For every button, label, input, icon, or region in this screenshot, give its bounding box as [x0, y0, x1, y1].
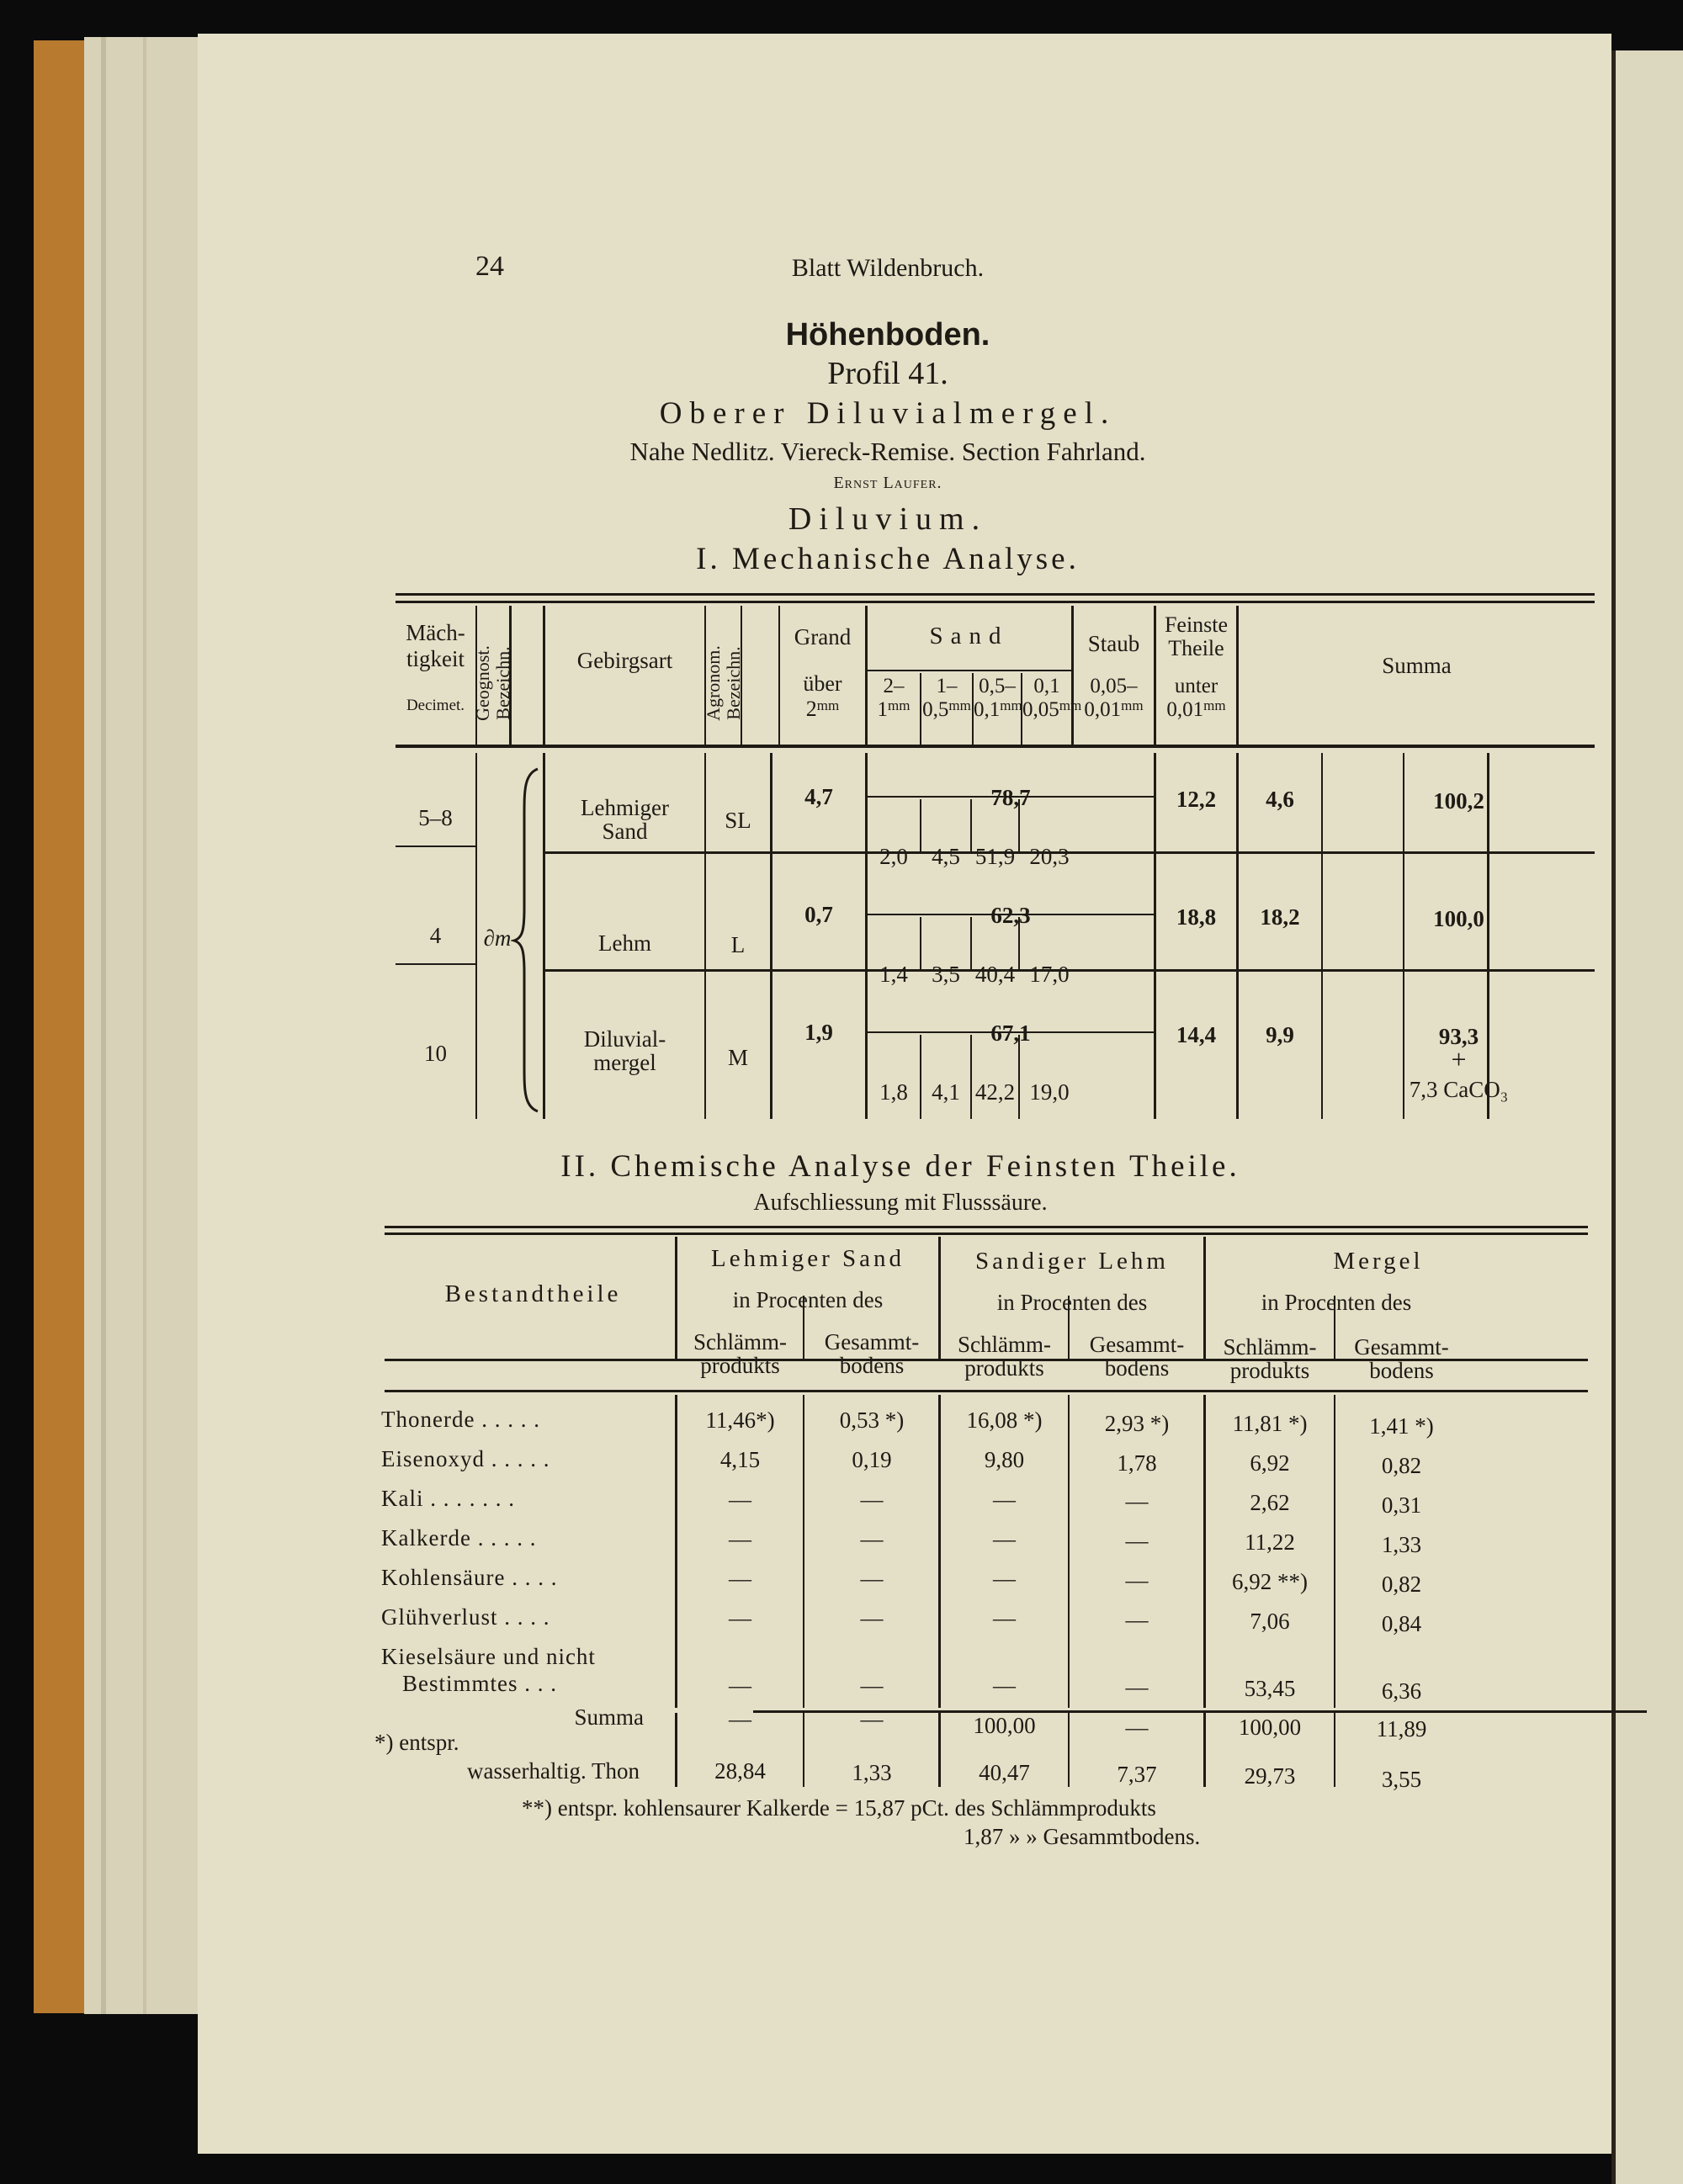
val: 6,92 **) [1232, 1569, 1308, 1594]
val: 0,53 *) [839, 1407, 905, 1433]
r1-sand-3: 51,9 [974, 844, 1016, 869]
val: 1,33 [1381, 1532, 1422, 1557]
val: — [729, 1566, 751, 1591]
thon-label-2: wasserhaltig. Thon [467, 1758, 640, 1784]
h-sand-1a: 2– [883, 675, 905, 697]
r3-summa: 93,3 [1438, 1024, 1479, 1049]
r1-summa: 100,2 [1433, 788, 1484, 814]
summa-val: — [729, 1706, 751, 1731]
thon-val: 1,33 [852, 1760, 892, 1785]
h-feinste-1: Feinste [1164, 612, 1229, 637]
val: 53,45 [1244, 1676, 1296, 1701]
col-rule [803, 1395, 804, 1708]
mech-title: I. Mechanische Analyse. [696, 542, 1080, 576]
r2-rock-1: Lehm [598, 930, 651, 956]
val: — [1125, 1528, 1149, 1553]
val: 16,08 *) [966, 1407, 1043, 1433]
r2-summa: 100,0 [1433, 906, 1484, 931]
val: 6,36 [1381, 1678, 1422, 1704]
r2-grand: 0,7 [804, 902, 833, 927]
val: — [1125, 1488, 1149, 1513]
row-gluehverlust: Glühverlust . . . . [381, 1604, 550, 1630]
col-rule [1334, 1395, 1335, 1708]
val: — [860, 1566, 884, 1591]
val: — [860, 1526, 884, 1551]
r1-rock-2: Sand [602, 819, 648, 844]
row-kali: Kali . . . . . . . [381, 1486, 515, 1511]
geognost-symbol: ∂m [483, 925, 512, 951]
h-agronom: Agronom. Bezeichn. [703, 645, 744, 721]
row-rule [396, 846, 475, 847]
col-rule [970, 1035, 972, 1119]
sand-subrule [867, 670, 1071, 671]
h-staub: Staub [1087, 631, 1140, 656]
h-in-procenten-2: in Procenten des [996, 1290, 1148, 1315]
h-thickness-1: Mäch- [406, 620, 465, 645]
col-rule [1068, 1713, 1070, 1787]
row-kieselsaeure: Kieselsäure und nicht [381, 1644, 596, 1669]
r2-sand-2: 3,5 [932, 962, 960, 987]
col-rule [1068, 1395, 1070, 1708]
r1-agronom: SL [725, 808, 751, 833]
page-edges [84, 37, 204, 2014]
val: 0,19 [852, 1447, 892, 1472]
col-rule [543, 606, 545, 745]
r3-summa-caco3: 7,3 CaCO₃ [1409, 1077, 1509, 1102]
r2-agronom: L [730, 932, 746, 957]
h-summa: Summa [1382, 653, 1452, 678]
r3-feinste: 9,9 [1266, 1022, 1294, 1047]
h-sand: Sand [929, 623, 1009, 649]
val: — [860, 1487, 884, 1512]
r1-thickness: 5–8 [418, 805, 453, 830]
r3-sand-2: 4,1 [932, 1079, 960, 1105]
val: 1,78 [1117, 1450, 1157, 1476]
val: — [1125, 1674, 1149, 1699]
r3-staub: 14,4 [1176, 1022, 1217, 1047]
val: — [993, 1487, 1016, 1512]
rule [396, 745, 1595, 748]
col-rule [1018, 1035, 1020, 1119]
h-schlaemm-2a: Schlämm- [958, 1332, 1051, 1357]
summa-val: — [1125, 1715, 1149, 1740]
val: — [993, 1605, 1016, 1630]
r2-staub: 18,8 [1176, 904, 1217, 930]
rule [396, 601, 1595, 603]
val: 6,92 [1250, 1450, 1290, 1476]
h-staub-sub: 0,05– [1090, 675, 1138, 697]
r1-sand-2: 4,5 [932, 844, 960, 869]
h-schlaemm-3b: produkts [1229, 1358, 1310, 1383]
row-kieselsaeure-2: Bestimmtes . . . [402, 1671, 557, 1696]
val: — [860, 1672, 884, 1698]
val: 9,80 [984, 1447, 1025, 1472]
r3-sand-1: 1,8 [879, 1079, 908, 1105]
h-unit: Decimet. [406, 697, 465, 714]
author: Ernst Laufer. [833, 474, 942, 492]
val: — [729, 1487, 751, 1512]
col-rule [920, 1035, 921, 1119]
r1-rock-1: Lehmiger [581, 795, 669, 820]
row-eisenoxyd: Eisenoxyd . . . . . [381, 1446, 550, 1471]
val: 11,81 *) [1232, 1411, 1308, 1436]
thon-val: 7,37 [1117, 1762, 1157, 1787]
h-group-lehmiger-sand: Lehmiger Sand [711, 1245, 905, 1272]
h-grand-sub2: $2^{mm}$ [805, 697, 840, 721]
h-grand-sub: über [803, 671, 842, 696]
h-feinste-sub: unter [1174, 675, 1218, 697]
val: — [1125, 1567, 1149, 1593]
h-thickness-2: tigkeit [406, 646, 465, 671]
val: 0,82 [1381, 1572, 1422, 1597]
rule [385, 1226, 1588, 1228]
rule [385, 1232, 1588, 1235]
r3-sand-4: 19,0 [1029, 1079, 1070, 1105]
h-sand-2a: 1– [936, 675, 958, 697]
h-feinste-2: Theile [1168, 636, 1224, 660]
chem-title: II. Chemische Analyse der Feinsten Theile. [560, 1149, 1240, 1184]
r2-sand-1: 1,4 [879, 962, 908, 987]
r3-grand: 1,9 [804, 1020, 833, 1045]
r2-sand-total: 62,3 [990, 903, 1031, 928]
summa-val: 11,89 [1376, 1716, 1427, 1741]
h-gesammt-3b: bodens [1369, 1358, 1434, 1383]
facing-page-edge [1611, 50, 1683, 2184]
row-thonerde: Thonerde . . . . . [381, 1407, 540, 1432]
r3-summa-plus: + [1451, 1044, 1467, 1074]
r2-feinste: 18,2 [1260, 904, 1300, 930]
r1-staub: 12,2 [1176, 787, 1217, 812]
val: — [993, 1566, 1016, 1591]
r3-sand-3: 42,2 [974, 1079, 1016, 1105]
h-sand-4a: 0,1 [1033, 675, 1060, 697]
r3-rock-2: mergel [593, 1050, 656, 1075]
val: 4,15 [719, 1447, 761, 1472]
val: — [993, 1526, 1016, 1551]
footnote-2: 1,87 » » Gesammtbodens. [964, 1824, 1201, 1849]
val: — [993, 1672, 1016, 1698]
h-rock: Gebirgsart [576, 648, 673, 673]
r3-thickness: 10 [424, 1041, 447, 1066]
thon-val: 40,47 [979, 1760, 1030, 1785]
thon-val: 3,55 [1381, 1767, 1422, 1792]
footnote-1: **) entspr. kohlensaurer Kalkerde = 15,87 pCt. des Schlämmprodukts [522, 1795, 1156, 1821]
row-kohlensaeure: Kohlensäure . . . . [381, 1565, 558, 1590]
r2-sand-3: 40,4 [974, 962, 1016, 987]
h-geognost: Geognost. Bezeichn. [472, 645, 513, 721]
book-page [198, 34, 1611, 2154]
r1-grand: 4,7 [804, 784, 833, 809]
summa-label: Summa [574, 1704, 644, 1730]
page-number: 24 [475, 251, 504, 282]
row-rule [396, 963, 475, 965]
val: 2,93 *) [1104, 1411, 1170, 1436]
r3-agronom: M [727, 1045, 748, 1070]
h-schlaemm-1b: produkts [700, 1353, 780, 1378]
val: 7,06 [1250, 1609, 1290, 1634]
h-sand-2b: $0,5^{mm}$ [922, 697, 971, 721]
h-gesammt-1b: bodens [839, 1353, 905, 1378]
val: — [729, 1605, 751, 1630]
h-gesammt-2a: Gesammt- [1089, 1332, 1185, 1357]
val: 1,41 *) [1369, 1413, 1434, 1439]
h-sand-1b: $1^{mm}$ [877, 697, 911, 721]
h-in-procenten-3: in Procenten des [1261, 1290, 1412, 1315]
h-feinste-sub2: $0,01^{mm}$ [1166, 697, 1226, 721]
val: 0,84 [1381, 1611, 1422, 1636]
val: 0,82 [1381, 1453, 1422, 1478]
r1-sand-1: 2,0 [879, 844, 908, 869]
h-sand-3b: $0,1^{mm}$ [974, 697, 1022, 721]
r2-thickness: 4 [429, 923, 442, 948]
h-schlaemm-2b: produkts [964, 1355, 1044, 1381]
r1-feinste: 4,6 [1266, 787, 1294, 812]
thon-label-1: *) entspr. [374, 1730, 459, 1755]
summa-val: 100,00 [973, 1713, 1036, 1738]
location: Nahe Nedlitz. Viereck-Remise. Section Fahrland. [629, 437, 1146, 466]
val: — [729, 1672, 751, 1698]
h-group-mergel: Mergel [1333, 1248, 1424, 1275]
r2-sand-4: 17,0 [1029, 962, 1070, 987]
val: 11,22 [1245, 1529, 1295, 1555]
r3-rock-1: Diluvial- [583, 1026, 666, 1052]
r1-sand-4: 20,3 [1029, 844, 1070, 869]
h-gesammt-3a: Gesammt- [1354, 1334, 1449, 1360]
val: — [860, 1605, 884, 1630]
chem-subtitle: Aufschliessung mit Flusssäure. [753, 1190, 1048, 1216]
thon-val: 29,73 [1244, 1763, 1296, 1789]
thon-val: 28,84 [714, 1758, 766, 1784]
h-schlaemm-1a: Schlämm- [693, 1329, 787, 1354]
row-kalkerde: Kalkerde . . . . . [381, 1525, 537, 1551]
title: Höhenboden. [785, 317, 990, 353]
val: 0,31 [1381, 1492, 1422, 1518]
h-gesammt-1a: Gesammt- [824, 1329, 920, 1354]
rule [396, 593, 1595, 596]
r1-sand-total: 78,7 [990, 785, 1031, 810]
h-grand: Grand [794, 624, 852, 649]
h-group-sandiger-lehm: Sandiger Lehm [975, 1248, 1169, 1275]
r3-sand-total: 67,1 [990, 1020, 1031, 1046]
profile: Profil 41. [827, 356, 948, 391]
col-rule [1334, 1713, 1335, 1787]
h-in-procenten-1: in Procenten des [732, 1287, 884, 1312]
val: 2,62 [1250, 1490, 1290, 1515]
val: 11,46*) [705, 1407, 775, 1433]
formation: Oberer Diluvialmergel. [659, 396, 1117, 431]
val: — [1125, 1607, 1149, 1632]
col-rule [803, 1713, 804, 1787]
h-bestandtheile: Bestandtheile [444, 1280, 622, 1307]
system: Diluvium. [788, 501, 988, 537]
summa-val: — [860, 1706, 884, 1731]
h-sand-4b: $0,05^{mm}$ [1022, 697, 1082, 721]
h-gesammt-2b: bodens [1104, 1355, 1170, 1381]
val: — [729, 1526, 751, 1551]
h-schlaemm-3a: Schlämm- [1223, 1334, 1317, 1360]
running-head: Blatt Wildenbruch. [791, 254, 985, 282]
rule [385, 1390, 1588, 1392]
h-sand-3a: 0,5– [979, 675, 1016, 697]
summa-val: 100,00 [1238, 1715, 1302, 1740]
h-staub-sub2: $0,01^{mm}$ [1084, 697, 1144, 721]
